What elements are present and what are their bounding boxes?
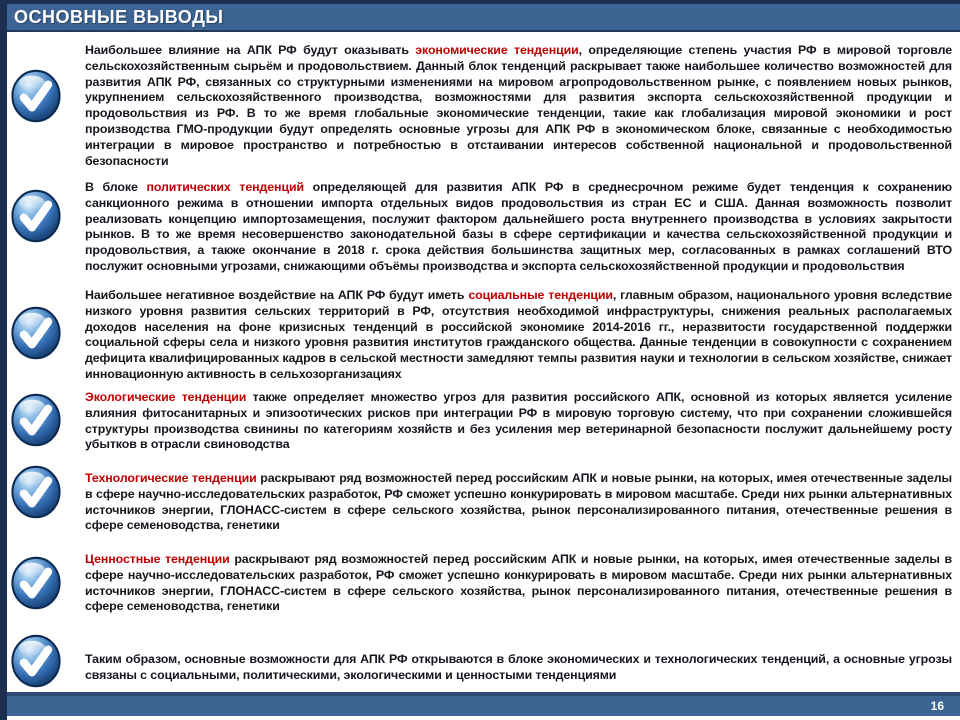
highlighted-phrase: социальные тенденции xyxy=(468,288,613,302)
paragraph xyxy=(85,390,952,453)
highlighted-phrase: Ценностные тенденции xyxy=(85,552,230,566)
paragraph xyxy=(85,180,952,275)
text-segment: раскрывают ряд возможностей перед российским АПК и новые рынки, на которых, имея отечественные заделы в сфере научно-исследовательских разработок, РФ сможет успешно конкурировать в мировом масштабе. Среди них рынки альтернативных источников энергии, ГЛОНАСС-систем в сфере сельского хозяйства, рынок персонализированного питания, отечественные решения в сфере семеноводства, генетики xyxy=(85,471,952,533)
page-title: ОСНОВНЫЕ ВЫВОДЫ xyxy=(14,6,224,27)
top-border xyxy=(0,0,960,4)
text-segment: также определяет множество угроз для развития российского АПК, основной из которых является усиление влияния фитосанитарных и эпизоотических рисков при интеграции РФ в мировую торговую систему, что при сохранении сложившейся структуры производства свинины по категориям хозяйств и без усиления мер ветеринарной безопасности послужит дальнейшему росту убытков в отрасли свиноводства xyxy=(85,390,952,452)
left-accent-strip xyxy=(0,0,7,720)
text-segment: Таким образом, основные возможности для АПК РФ открываются в блоке экономических и технологических тенденций, а основные угрозы связаны с социальными, политическими, экологическими и ценностыми тенденциями xyxy=(85,652,952,682)
check-badge-icon xyxy=(10,464,62,520)
highlighted-phrase: Экологические тенденции xyxy=(85,390,247,404)
check-badge-icon xyxy=(10,392,62,448)
text-segment: В блоке xyxy=(85,180,147,194)
text-segment: , определяющие степень участия РФ в мировой торговле сельскохозяйственным сырьём и продовольствием. Данный блок тенденций раскрывает также наибольшее количество возможностей для развития АПК РФ, связанных со структурными изменениями на мировом агропродовольственном рынке, с появлением новых рынков, укрупнением сельскохозяйственного производства, возможностями для развития экспорта сельскохозяйственной продукции и продовольствия из РФ. В то же время глобальные экономические тенденции, такие как глобализация мировой экономики и рост производства ГМО-продукции будут определять основные угрозы для АПК РФ в экономическом блоке, связанные с необходимостью интеграции в мировое пространство и потребностью в отстаивании интересов собственной национальной и продовольственной безопасности xyxy=(85,43,952,168)
text-segment: раскрывают ряд возможностей перед российским АПК и новые рынки, на которых, имея отечественные заделы в сфере научно-исследовательских разработок, РФ сможет успешно конкурировать в мировом масштабе. Среди них рынки альтернативных источников энергии, ГЛОНАСС-систем в сфере сельского хозяйства, рынок персонализированного питания, отечественные решения в сфере семеноводства, генетики xyxy=(85,552,952,614)
text-segment: , главным образом, национального уровня вследствие низкого уровня развития сельских территорий в РФ, отсутствия необходимой инфраструктуры, снижения реальных располагаемых доходов населения на фоне кризисных тенденций в российской экономике 2014-2016 гг., неразвитости государственной поддержки социальной сферы села и низкого уровня развития институтов гражданского общества. Данные тенденции в совокупности с сохранением дефицита квалифицированных кадров в сельской местности замедляют темпы развития науки и технологии в сельском хозяйстве, снижает инновационную активность в сельхозорганизациях xyxy=(85,288,952,381)
check-badge-icon xyxy=(10,188,62,244)
check-badge-icon xyxy=(10,305,62,361)
highlighted-phrase: политических тенденций xyxy=(146,180,304,194)
text-segment: Наибольшее влияние на АПК РФ будут оказывать xyxy=(85,43,416,57)
text-segment: Наибольшее негативное воздействие на АПК РФ будут иметь xyxy=(85,288,469,302)
check-badge-icon xyxy=(10,68,62,124)
paragraph xyxy=(85,552,952,615)
paragraph xyxy=(85,288,952,383)
paragraph xyxy=(85,652,952,684)
page-number: 16 xyxy=(930,699,944,713)
check-badge-icon xyxy=(10,633,62,689)
footer-bar xyxy=(0,696,960,716)
paragraph xyxy=(85,43,952,169)
header-bar xyxy=(0,4,960,32)
check-badge-icon xyxy=(10,555,62,611)
paragraph xyxy=(85,471,952,534)
highlighted-phrase: экономические тенденции xyxy=(415,43,579,57)
highlighted-phrase: Технологические тенденции xyxy=(85,471,257,485)
text-segment: определяющей для развития АПК РФ в среднесрочном режиме будет тенденция к сохранению санкционного режима в отношении импорта отдельных видов продовольствия из стран ЕС и США. Данная возможность позволит реализовать концепцию импортозамещения, послужит фактором дальнейшего роста внутреннего производства в условиях закрытости рынков. В то же время несовершенство законодательной базы в сфере сертификации и качества сельскохозяйственной продукции и продовольствия, а также окончание в 2018 г. срока действия большинства защитных мер, согласованных в рамках соглашений ВТО послужит основными угрозами, снижающими объёмы производства и экспорта сельскохозяйственной продукции и продовольствия xyxy=(85,180,953,273)
